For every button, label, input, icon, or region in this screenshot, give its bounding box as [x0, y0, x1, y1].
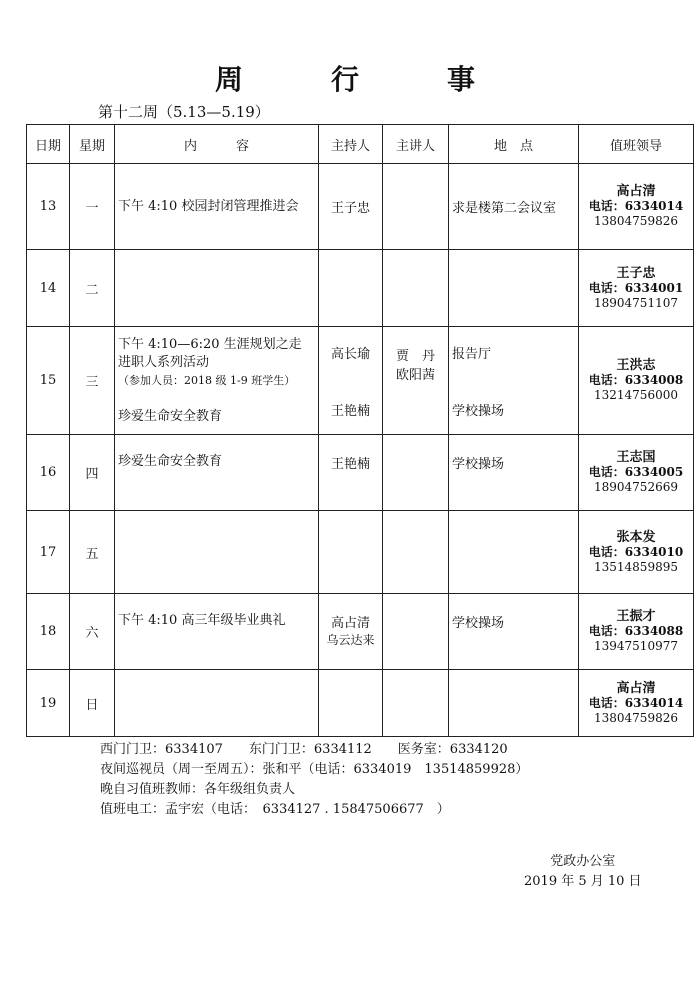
duty-cell — [579, 327, 694, 435]
host-cell — [319, 670, 383, 737]
duty-mobile: 13947510977 — [594, 639, 678, 653]
duty-name: 王洪志 — [616, 358, 656, 373]
footer-night-patrol: 夜间巡视员（周一至周五）：张和平（电话：6334019 13514859928） — [100, 762, 529, 777]
content-cell — [115, 164, 319, 250]
duty-name: 高占清 — [616, 184, 656, 199]
header-duty: 值班领导 — [579, 125, 694, 164]
page-title: 周 行 事 — [214, 63, 505, 96]
table-row — [27, 435, 694, 511]
duty-cell — [579, 594, 694, 670]
content-text: 下午 4:10 高三年级毕业典礼 — [118, 613, 286, 628]
weekday-cell: 六 — [70, 594, 115, 670]
duty-phone: 电话：6334088 — [588, 624, 684, 638]
date-cell: 19 — [27, 670, 70, 737]
table-row — [27, 327, 694, 435]
table-row — [27, 594, 694, 670]
content-cell — [115, 250, 319, 327]
header-speaker: 主讲人 — [383, 125, 449, 164]
table-header-row — [27, 125, 694, 164]
duty-mobile: 13514859895 — [594, 559, 678, 574]
speaker-cell — [383, 511, 449, 594]
content-cell — [115, 435, 319, 511]
duty-cell — [579, 164, 694, 250]
location-text: 学校操场 — [452, 616, 505, 631]
signature-date: 2019 年 5 月 10 日 — [524, 874, 642, 889]
content-text: 下午 4:10—6:20 生涯规划之走 — [118, 336, 302, 352]
date-cell: 14 — [27, 250, 70, 327]
content-cell — [115, 594, 319, 670]
duty-mobile: 18904752669 — [594, 480, 678, 494]
weekday-cell: 四 — [70, 435, 115, 511]
footer-info — [100, 740, 528, 820]
header-location: 地 点 — [449, 125, 579, 164]
duty-phone: 电话：6334014 — [588, 695, 684, 710]
speaker-cell — [383, 594, 449, 670]
speaker-cell — [383, 435, 449, 511]
duty-cell — [579, 511, 694, 594]
host-name: 王艳楠 — [330, 457, 370, 472]
week-label: 第十二周（5.13—5.19） — [98, 103, 270, 121]
duty-mobile: 18904751107 — [594, 295, 678, 310]
date-cell: 17 — [27, 511, 70, 594]
location-text: 报告厅 — [452, 346, 492, 362]
duty-name: 张本发 — [616, 529, 656, 545]
duty-cell — [579, 670, 694, 737]
location-cell — [449, 670, 579, 737]
duty-phone: 电话：6334008 — [588, 373, 684, 387]
date-cell: 15 — [27, 327, 70, 435]
duty-phone: 电话：6334014 — [588, 199, 684, 213]
duty-name: 王子忠 — [616, 265, 656, 281]
footer-gate-phones: 西门门卫：6334107 东门门卫：6334112 医务室：6334120 — [100, 742, 508, 757]
host-cell — [319, 511, 383, 594]
duty-mobile: 13804759826 — [594, 710, 678, 725]
duty-name: 高占清 — [616, 680, 656, 696]
weekday-cell: 一 — [70, 164, 115, 250]
header-weekday: 星期 — [70, 125, 115, 164]
host-cell — [319, 250, 383, 327]
table-row — [27, 511, 694, 594]
weekday-cell: 日 — [70, 670, 115, 737]
speaker-cell — [383, 670, 449, 737]
header-host: 主持人 — [319, 125, 383, 164]
location-text: 学校操场 — [452, 403, 505, 419]
location-cell — [449, 594, 579, 670]
duty-name: 王振才 — [616, 609, 656, 624]
weekday-cell: 二 — [70, 250, 115, 327]
duty-name: 王志国 — [616, 450, 656, 465]
duty-cell — [579, 250, 694, 327]
host-cell — [319, 435, 383, 511]
table-row — [27, 164, 694, 250]
host-cell — [319, 594, 383, 670]
content-note: （参加人员：2018 级 1-9 班学生） — [118, 373, 296, 387]
duty-phone: 电话：6334005 — [588, 465, 684, 479]
date-cell: 18 — [27, 594, 70, 670]
signature-office: 党政办公室 — [550, 854, 616, 869]
header-date: 日期 — [27, 125, 70, 164]
signature-block — [524, 852, 642, 892]
content-text: 进职人系列活动 — [118, 354, 210, 370]
host-name: 王艳楠 — [330, 403, 370, 419]
duty-mobile: 13214756000 — [594, 388, 678, 402]
host-name: 高占清 — [330, 616, 370, 631]
weekday-cell: 三 — [70, 327, 115, 435]
content-cell — [115, 670, 319, 737]
location-cell — [449, 327, 579, 435]
speaker-cell — [383, 327, 449, 435]
location-cell — [449, 511, 579, 594]
duty-phone: 电话：6334001 — [588, 280, 684, 295]
content-cell — [115, 327, 319, 435]
weekday-cell: 五 — [70, 511, 115, 594]
host-name: 乌云达来 — [326, 633, 375, 647]
speaker-name: 贾 丹 — [395, 349, 435, 364]
date-cell: 13 — [27, 164, 70, 250]
content-text: 珍爱生命安全教育 — [118, 408, 223, 424]
location-text: 学校操场 — [452, 457, 505, 472]
table-row — [27, 250, 694, 327]
duty-phone: 电话：6334010 — [588, 544, 684, 559]
speaker-cell — [383, 164, 449, 250]
speaker-cell — [383, 250, 449, 327]
location-cell — [449, 435, 579, 511]
header-content: 内 容 — [115, 125, 319, 164]
host-cell: 王子忠 — [319, 164, 383, 250]
host-cell — [319, 327, 383, 435]
duty-cell — [579, 435, 694, 511]
schedule-table — [26, 124, 694, 737]
date-cell: 16 — [27, 435, 70, 511]
content-text: 珍爱生命安全教育 — [118, 454, 223, 469]
duty-mobile: 13804759826 — [594, 214, 678, 228]
location-cell — [449, 250, 579, 327]
host-name: 高长瑜 — [330, 346, 370, 362]
speaker-name: 欧阳茜 — [395, 368, 435, 383]
content-cell — [115, 511, 319, 594]
location-cell: 求是楼第二会议室 — [449, 164, 579, 250]
content-text: 下午 4:10 校园封闭管理推进会 — [118, 198, 299, 214]
footer-electrician: 值班电工：孟宇宏（电话： 6334127 . 15847506677 ） — [100, 802, 450, 817]
footer-evening-teacher: 晚自习值班教师：各年级组负责人 — [100, 782, 296, 797]
table-row — [27, 670, 694, 737]
